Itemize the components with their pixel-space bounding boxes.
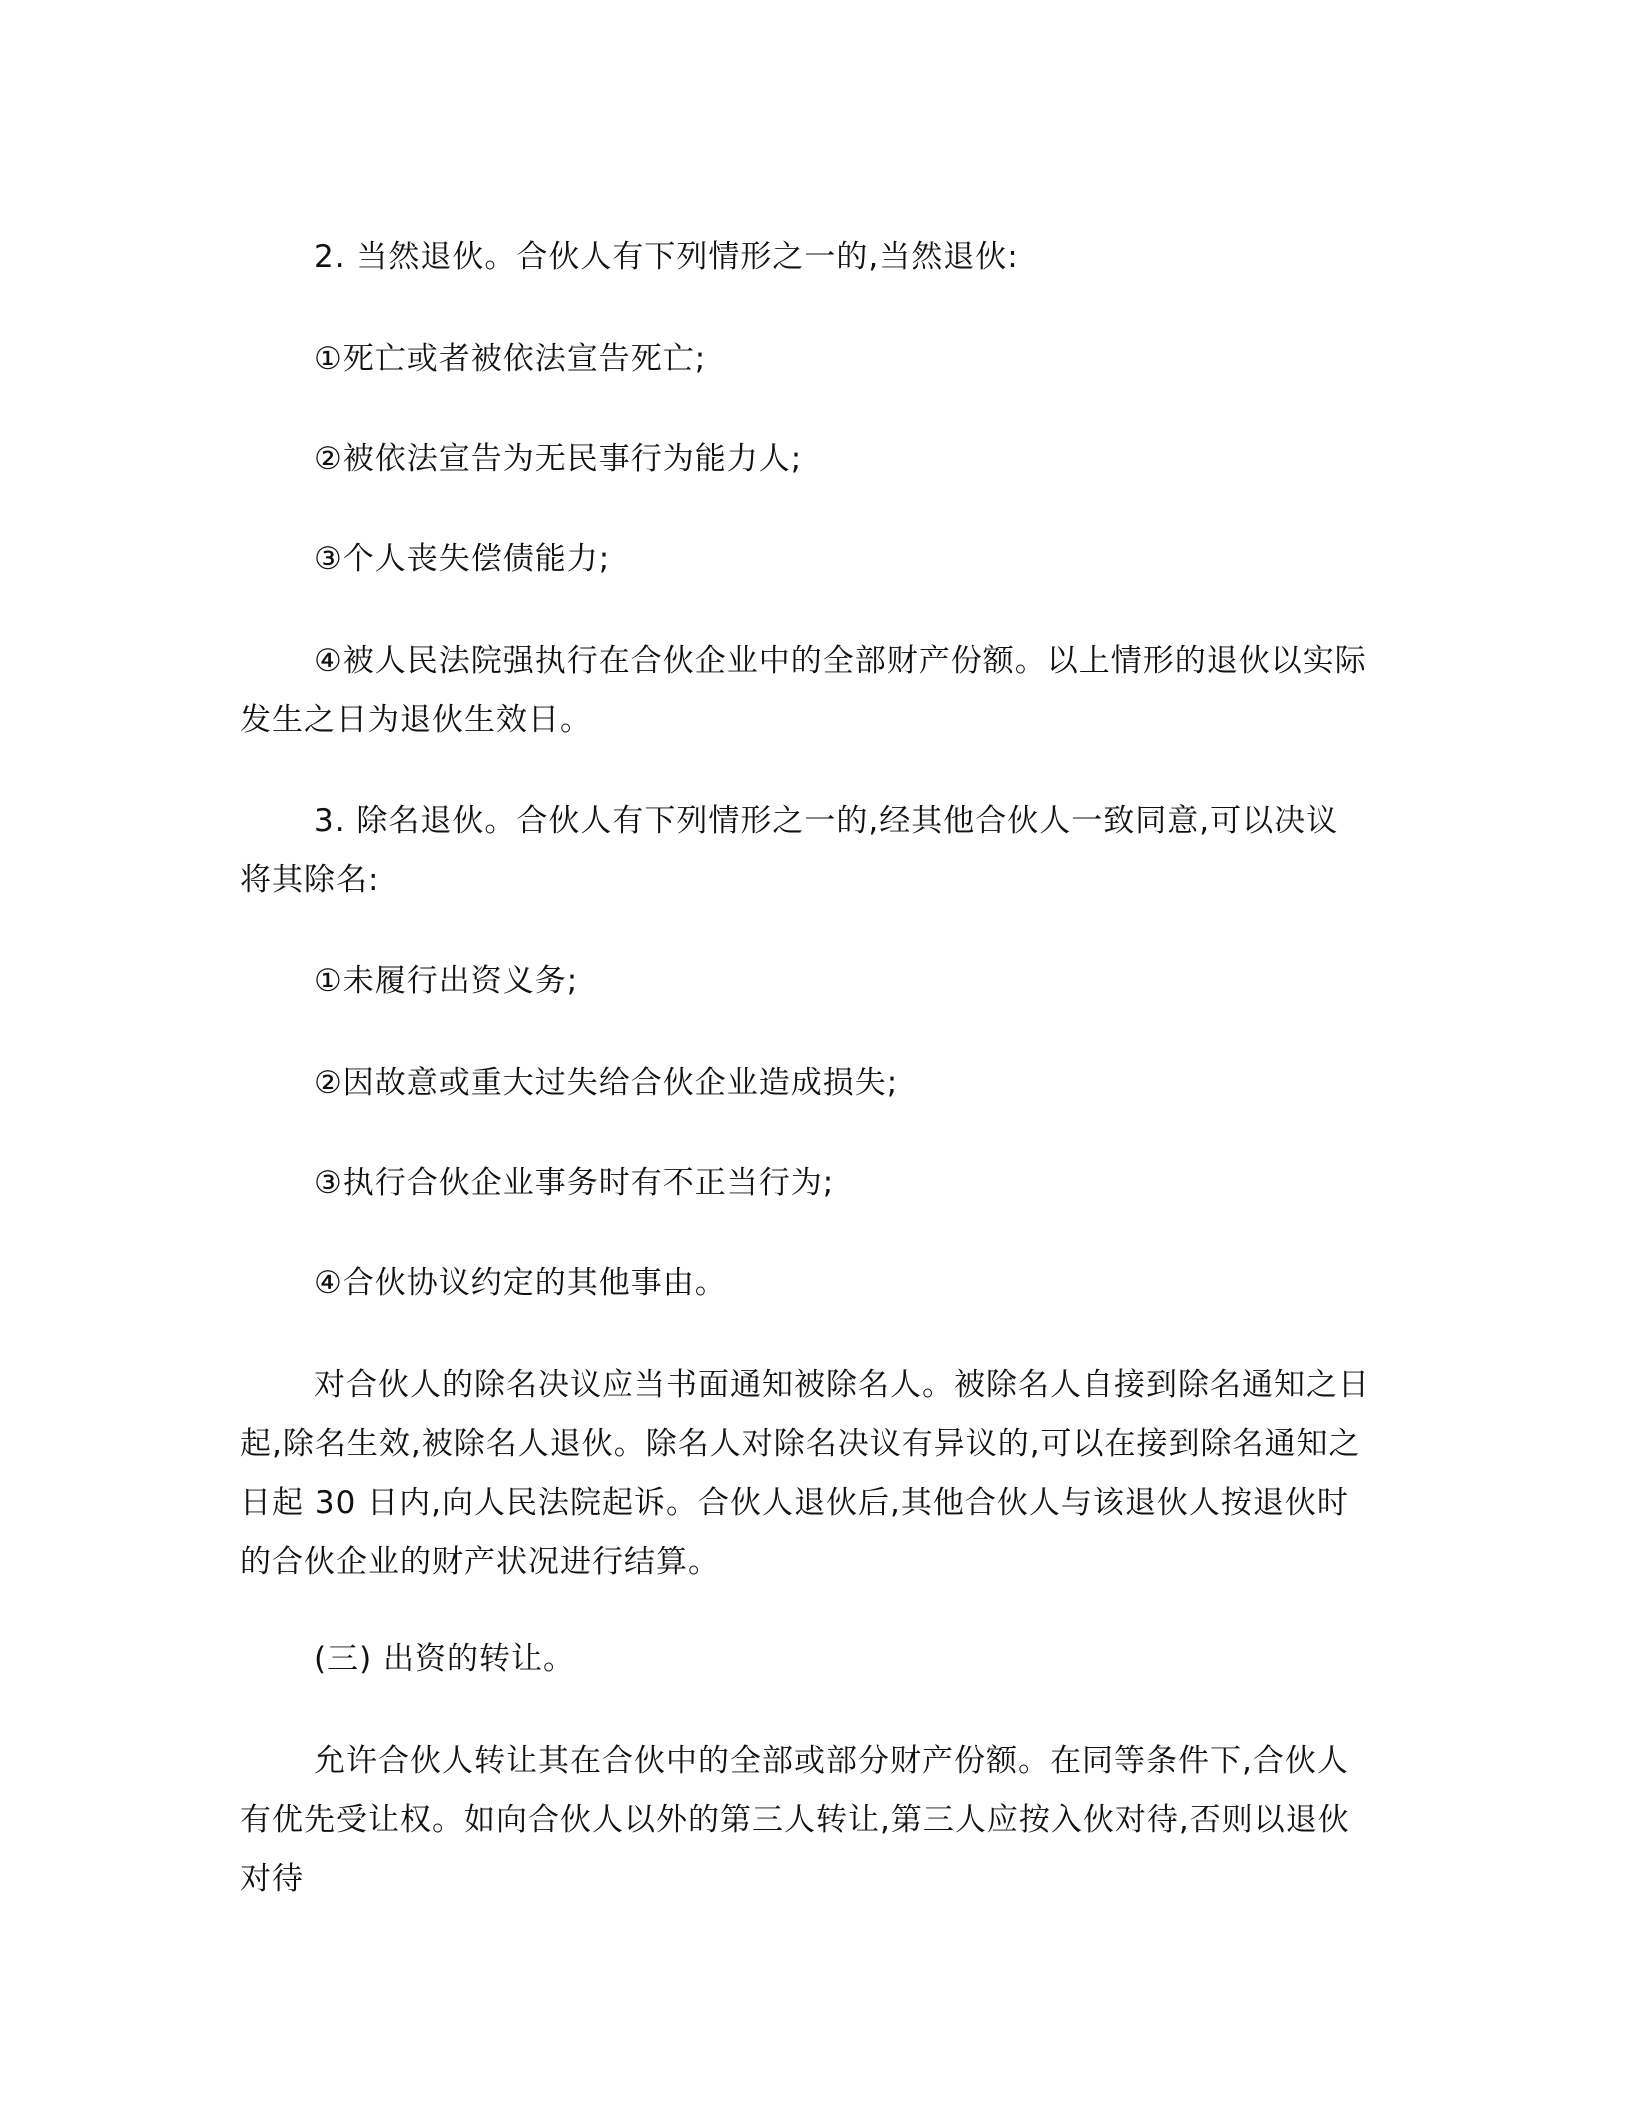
list-item-other-reasons: ④合伙协议约定的其他事由。 — [314, 1265, 727, 1301]
list-item-insolvency: ③个人丧失偿债能力; — [314, 541, 611, 577]
list-item-no-contribution: ①未履行出资义务; — [314, 963, 579, 999]
paragraph-transfer: 允许合伙人转让其在合伙中的全部或部分财产份额。在同等条件下,合伙人有优先受让权。如向合伙人以外的第三人转让,第三人应按入伙对待,否则以退伙对待 — [240, 1743, 1350, 1897]
paragraph-automatic-withdrawal: 2. 当然退伙。合伙人有下列情形之一的,当然退伙: — [314, 239, 1019, 275]
list-item-misconduct: ③执行合伙企业事务时有不正当行为; — [314, 1165, 835, 1201]
list-item-incapacity: ②被依法宣告为无民事行为能力人; — [314, 441, 803, 477]
list-item-loss: ②因故意或重大过失给合伙企业造成损失; — [314, 1065, 899, 1101]
list-item-enforcement: ④被人民法院强执行在合伙企业中的全部财产份额。以上情形的退伙以实际发生之日为退伙生效日。 — [240, 643, 1367, 738]
paragraph-expulsion-notice: 对合伙人的除名决议应当书面通知被除名人。被除名人自接到除名通知之日起,除名生效,被除名人退伙。除名人对除名决议有异议的,可以在接到除名通知之日起 30 日内,向人民法院起诉。合伙人退伙后,其他合伙人与该退伙人按退伙时的合伙企业的财产状况进行结算。 — [240, 1367, 1370, 1580]
list-item-death: ①死亡或者被依法宣告死亡; — [314, 341, 707, 377]
paragraph-expulsion: 3. 除名退伙。合伙人有下列情形之一的,经其他合伙人一致同意,可以决议将其除名: — [240, 803, 1339, 898]
section-heading-transfer: (三) 出资的转让。 — [314, 1641, 576, 1677]
